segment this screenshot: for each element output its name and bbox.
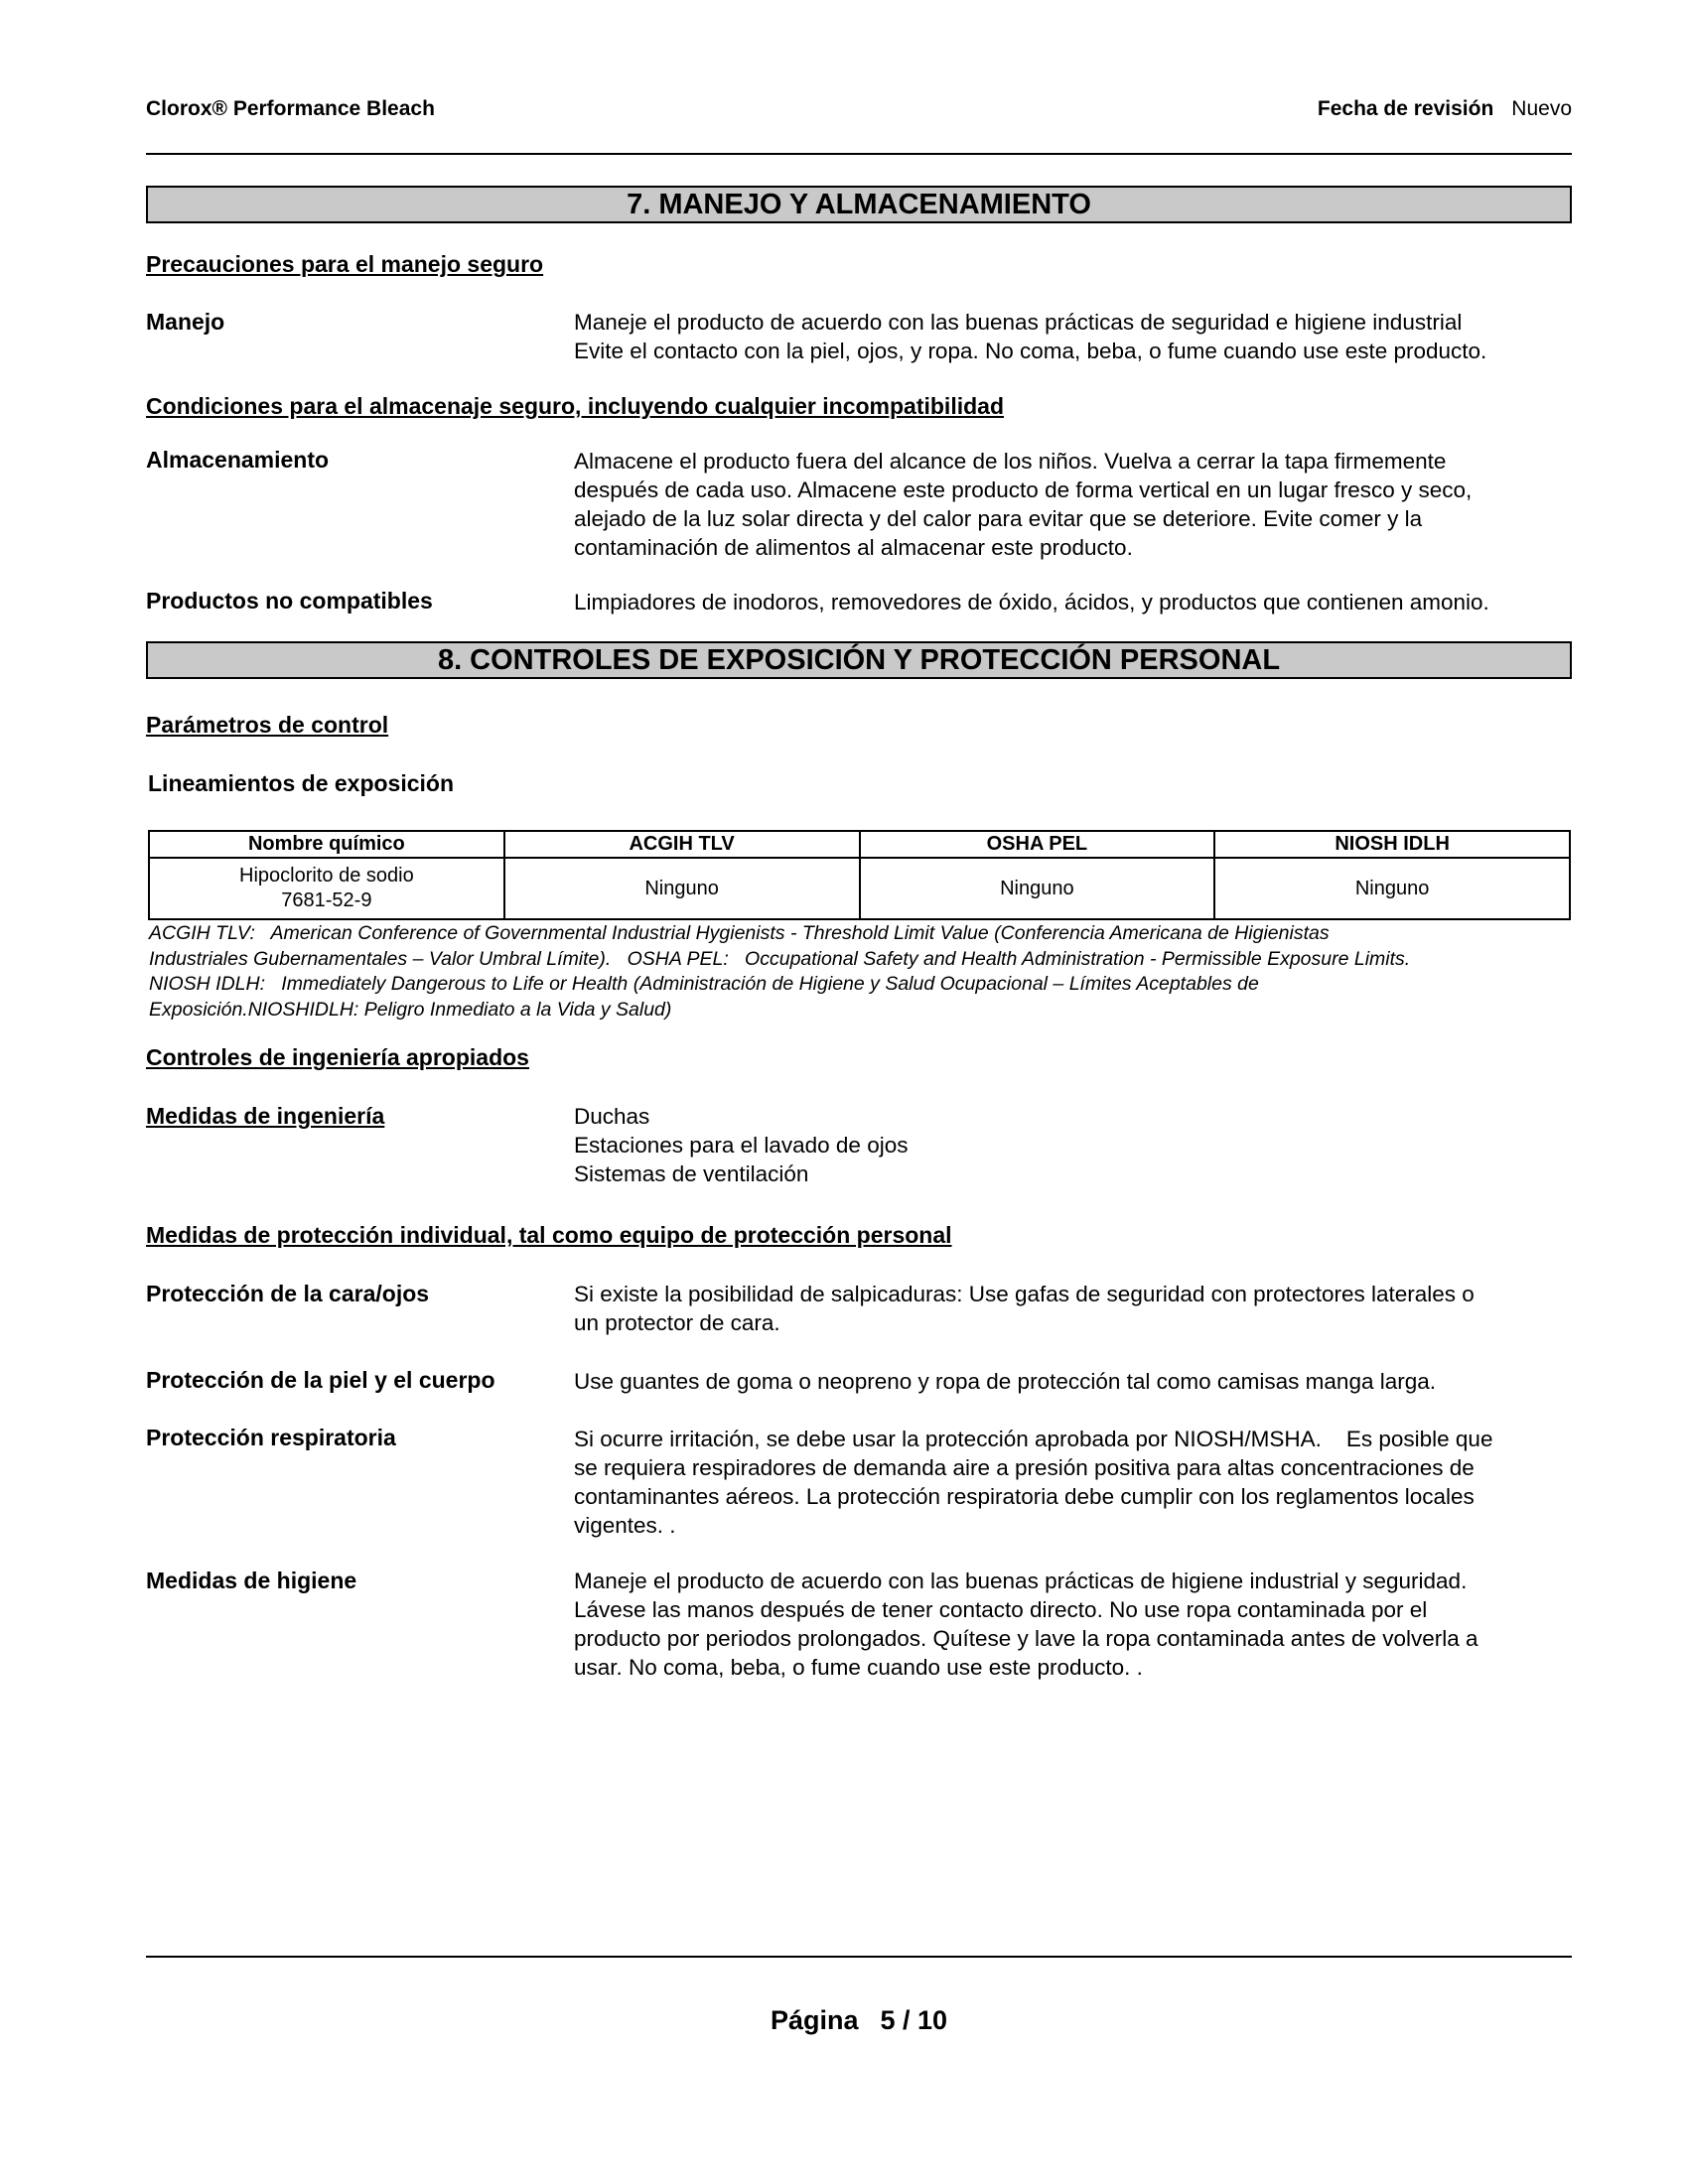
footnote-line: NIOSH IDLH: Immediately Dangerous to Life or Health (Administración de Higiene y Salud Ocupacional – Límites Aceptables de bbox=[149, 973, 1259, 995]
acgih-value: Ninguno bbox=[504, 858, 860, 919]
storage-conditions-heading: Condiciones para el almacenaje seguro, incluyendo cualquier incompatibilidad bbox=[146, 393, 1004, 419]
table-footnote bbox=[149, 921, 1579, 1023]
respiratory-text bbox=[574, 1425, 1577, 1540]
hygiene-text bbox=[574, 1567, 1577, 1682]
handling-line: Maneje el producto de acuerdo con las buenas prácticas de seguridad e higiene industrial bbox=[574, 310, 1463, 335]
control-parameters-heading: Parámetros de control bbox=[146, 712, 389, 738]
revision-value: Nuevo bbox=[1511, 97, 1572, 120]
col-header-acgih-tlv: ACGIH TLV bbox=[504, 831, 860, 858]
col-header-osha-pel: OSHA PEL bbox=[860, 831, 1215, 858]
ppe-heading: Medidas de protección individual, tal como equipo de protección personal bbox=[146, 1222, 952, 1248]
respiratory-line: se requiera respiradores de demanda aire a presión positiva para altas concentraciones de bbox=[574, 1455, 1475, 1480]
respiratory-line: contaminantes aéreos. La protección respiratoria debe cumplir con los reglamentos locales bbox=[574, 1484, 1475, 1509]
engineering-controls-heading: Controles de ingeniería apropiados bbox=[146, 1044, 529, 1070]
page-indicator bbox=[0, 2005, 1688, 2036]
list-item: Duchas bbox=[574, 1104, 650, 1129]
storage-line: alejado de la luz solar directa y del calor para evitar que se deteriore. Evite comer y la bbox=[574, 506, 1423, 531]
incompatible-label: Productos no compatibles bbox=[146, 588, 433, 614]
footnote-line: Exposición.NIOSHIDLH: Peligro Inmediato a la Vida y Salud) bbox=[149, 998, 672, 1021]
page-number: 5 / 10 bbox=[880, 2005, 948, 2035]
list-item: Estaciones para el lavado de ojos bbox=[574, 1133, 909, 1158]
respiratory-line: Si ocurre irritación, se debe usar la protección aprobada por NIOSH/MSHA. Es posible que bbox=[574, 1427, 1493, 1451]
storage-line: contaminación de alimentos al almacenar este producto. bbox=[574, 535, 1133, 560]
col-header-niosh-idlh: NIOSH IDLH bbox=[1214, 831, 1570, 858]
footnote-line: Industriales Gubernamentales – Valor Umbral Límite). OSHA PEL: Occupational Safety and Health Administration - Permissible Exposure Limits. bbox=[149, 947, 1411, 970]
exposure-limits-table bbox=[148, 830, 1571, 920]
hygiene-line: usar. No coma, beba, o fume cuando use este producto. . bbox=[574, 1655, 1143, 1680]
handling-label: Manejo bbox=[146, 309, 225, 335]
footer-rule bbox=[146, 1956, 1572, 1958]
hygiene-line: Lávese las manos después de tener contacto directo. No use ropa contaminada por el bbox=[574, 1597, 1428, 1622]
face-eye-text bbox=[574, 1280, 1577, 1337]
exposure-guidelines-heading: Lineamientos de exposición bbox=[148, 770, 455, 796]
storage-text bbox=[574, 447, 1577, 562]
face-eye-line: Si existe la posibilidad de salpicaduras: Use gafas de seguridad con protectores laterales o bbox=[574, 1282, 1475, 1306]
hygiene-line: Maneje el producto de acuerdo con las buenas prácticas de higiene industrial y seguridad. bbox=[574, 1569, 1468, 1593]
handling-line: Evite el contacto con la piel, ojos, y ropa. No coma, beba, o fume cuando use este producto. bbox=[574, 339, 1487, 363]
safe-handling-heading: Precauciones para el manejo seguro bbox=[146, 251, 544, 277]
engineering-list bbox=[574, 1102, 1577, 1188]
niosh-value: Ninguno bbox=[1214, 858, 1570, 919]
respiratory-line: vigentes. . bbox=[574, 1513, 676, 1538]
section-7-title: 7. MANEJO Y ALMACENAMIENTO bbox=[146, 186, 1572, 223]
skin-body-text: Use guantes de goma o neopreno y ropa de protección tal como camisas manga larga. bbox=[574, 1369, 1437, 1394]
section-8-title: 8. CONTROLES DE EXPOSICIÓN Y PROTECCIÓN PERSONAL bbox=[146, 641, 1572, 679]
skin-body-label: Protección de la piel y el cuerpo bbox=[146, 1367, 495, 1393]
revision-label: Fecha de revisión bbox=[1317, 97, 1494, 120]
footnote-line: ACGIH TLV: American Conference of Governmental Industrial Hygienists - Threshold Limit Value (Conferencia Americana de Higienistas bbox=[149, 922, 1330, 944]
chemical-cell bbox=[149, 858, 504, 919]
col-header-chemical-name: Nombre químico bbox=[149, 831, 504, 858]
cas-number: 7681-52-9 bbox=[281, 889, 372, 911]
hygiene-line: producto por periodos prolongados. Quítese y lave la ropa contaminada antes de volverla a bbox=[574, 1626, 1478, 1651]
incompatible-text: Limpiadores de inodoros, removedores de óxido, ácidos, y productos que contienen amonio. bbox=[574, 590, 1489, 614]
chemical-name: Hipoclorito de sodio bbox=[239, 865, 414, 887]
product-name: Clorox® Performance Bleach bbox=[146, 97, 435, 120]
page-label: Página bbox=[770, 2005, 859, 2035]
list-item: Sistemas de ventilación bbox=[574, 1161, 809, 1186]
face-eye-label: Protección de la cara/ojos bbox=[146, 1281, 430, 1306]
respiratory-label: Protección respiratoria bbox=[146, 1425, 396, 1450]
revision-date bbox=[1318, 97, 1572, 121]
table-row bbox=[149, 858, 1570, 919]
table-header-row bbox=[149, 831, 1570, 858]
header-rule bbox=[146, 153, 1572, 155]
osha-value: Ninguno bbox=[860, 858, 1215, 919]
storage-label: Almacenamiento bbox=[146, 447, 330, 473]
engineering-label: Medidas de ingeniería bbox=[146, 1103, 385, 1129]
storage-line: Almacene el producto fuera del alcance de los niños. Vuelva a cerrar la tapa firmemente bbox=[574, 449, 1447, 474]
face-eye-line: un protector de cara. bbox=[574, 1310, 780, 1335]
storage-line: después de cada uso. Almacene este producto de forma vertical en un lugar fresco y seco, bbox=[574, 478, 1473, 502]
hygiene-label: Medidas de higiene bbox=[146, 1568, 357, 1593]
handling-text bbox=[574, 308, 1577, 365]
